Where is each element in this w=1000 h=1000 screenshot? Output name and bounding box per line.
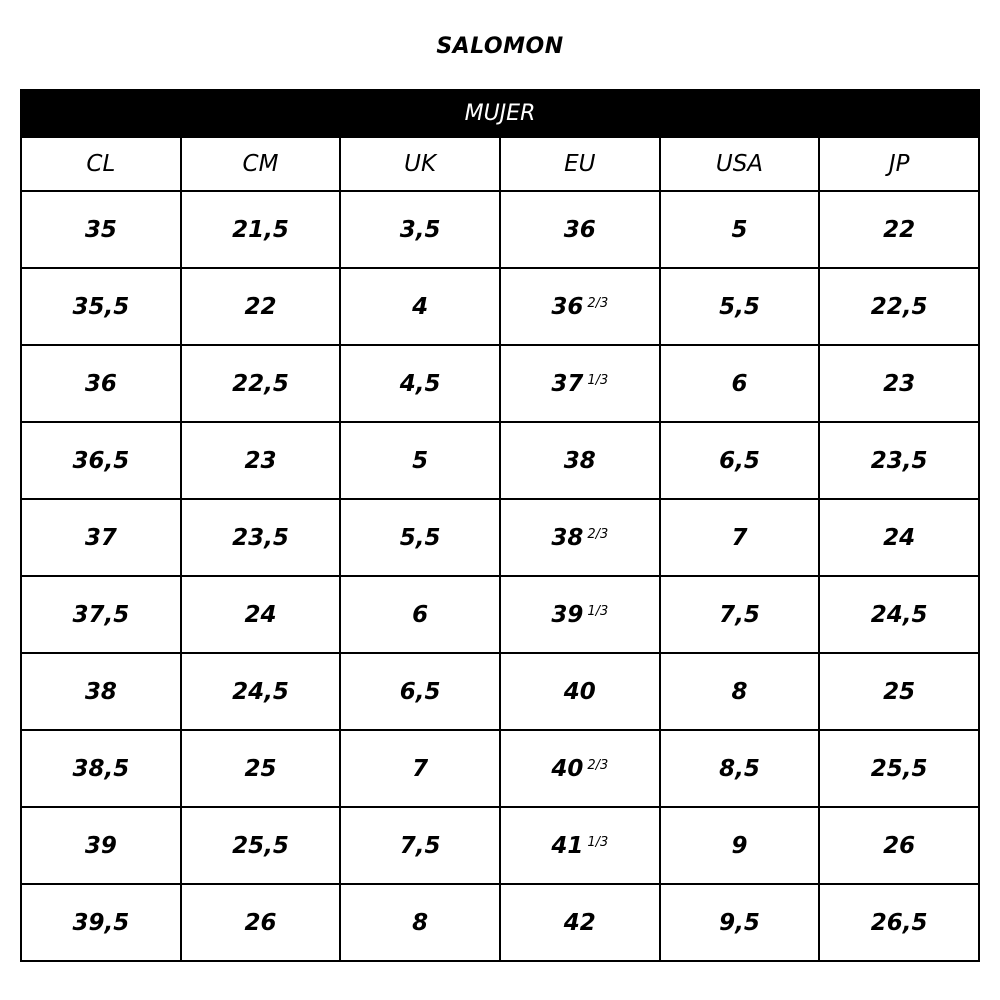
- cell-cl: [21, 499, 181, 576]
- cell-usa-value: 5: [731, 216, 748, 243]
- cell-cl-value: 37,5: [72, 601, 130, 628]
- cell-jp-value: 25,5: [870, 755, 928, 782]
- cell-jp: [819, 730, 979, 807]
- cell-jp-value: 25: [883, 678, 916, 705]
- cell-eu-value: 42: [563, 909, 596, 936]
- cell-usa: [660, 191, 820, 268]
- column-header-uk: UK: [340, 137, 500, 191]
- cell-jp-value: 26: [883, 832, 916, 859]
- cell-cl-value: 37: [84, 524, 117, 551]
- cell-jp: [819, 653, 979, 730]
- section-title: MUJER: [21, 90, 979, 137]
- cell-eu-value: 36: [563, 216, 596, 243]
- table-row: [21, 345, 979, 422]
- cell-eu-value: 38: [551, 524, 584, 551]
- cell-jp: [819, 268, 979, 345]
- column-header-cl: CL: [21, 137, 181, 191]
- cell-cl-value: 35,5: [72, 293, 130, 320]
- cell-uk: [340, 499, 500, 576]
- table-row: [21, 191, 979, 268]
- cell-usa-value: 6,5: [719, 447, 760, 474]
- table-row: [21, 422, 979, 499]
- cell-usa-value: 7: [731, 524, 748, 551]
- cell-cm-value: 23,5: [232, 524, 289, 551]
- cell-uk-value: 4: [412, 293, 429, 320]
- cell-cm: [181, 499, 341, 576]
- cell-eu-value: 40: [563, 678, 596, 705]
- cell-cm: [181, 422, 341, 499]
- cell-cl-value: 36: [84, 370, 117, 397]
- column-header-row: [21, 137, 979, 191]
- cell-usa: [660, 576, 820, 653]
- cell-cm-value: 22,5: [232, 370, 289, 397]
- cell-cl: [21, 884, 181, 961]
- cell-eu: [500, 422, 660, 499]
- cell-cl-value: 38: [84, 678, 117, 705]
- cell-cl: [21, 268, 181, 345]
- cell-cm: [181, 730, 341, 807]
- cell-cm: [181, 653, 341, 730]
- cell-jp-value: 23: [883, 370, 916, 397]
- cell-eu: [500, 730, 660, 807]
- cell-uk: [340, 730, 500, 807]
- cell-uk: [340, 576, 500, 653]
- cell-cm-value: 23: [244, 447, 277, 474]
- cell-jp-value: 24: [883, 524, 916, 551]
- cell-usa: [660, 807, 820, 884]
- cell-uk: [340, 653, 500, 730]
- cell-cl: [21, 730, 181, 807]
- cell-cm: [181, 191, 341, 268]
- cell-cm-value: 24: [244, 601, 277, 628]
- cell-eu-fraction: 1/3: [587, 372, 609, 388]
- cell-eu: [500, 576, 660, 653]
- cell-eu: [500, 499, 660, 576]
- cell-eu-fraction: 2/3: [587, 295, 609, 311]
- cell-cm-value: 25,5: [232, 832, 289, 859]
- cell-eu-fraction: 1/3: [587, 603, 609, 619]
- column-header-eu: EU: [500, 137, 660, 191]
- column-header-jp: JP: [819, 137, 979, 191]
- cell-usa: [660, 268, 820, 345]
- cell-uk-value: 7: [412, 755, 429, 782]
- cell-cm-value: 22: [244, 293, 277, 320]
- cell-cm: [181, 576, 341, 653]
- cell-jp-value: 23,5: [870, 447, 928, 474]
- cell-eu: [500, 345, 660, 422]
- cell-usa-value: 9: [731, 832, 748, 859]
- cell-uk-value: 4,5: [399, 370, 441, 397]
- cell-jp-value: 24,5: [870, 601, 928, 628]
- cell-jp-value: 22,5: [870, 293, 928, 320]
- cell-jp: [819, 345, 979, 422]
- cell-usa-value: 5,5: [719, 293, 760, 320]
- cell-uk-value: 7,5: [399, 832, 441, 859]
- cell-cl: [21, 345, 181, 422]
- cell-eu: [500, 884, 660, 961]
- table-row: [21, 499, 979, 576]
- cell-eu: [500, 653, 660, 730]
- cell-cm-value: 21,5: [232, 216, 289, 243]
- cell-cm: [181, 345, 341, 422]
- cell-eu-fraction: 2/3: [587, 757, 609, 773]
- cell-uk: [340, 268, 500, 345]
- table-row: [21, 884, 979, 961]
- cell-cl-value: 36,5: [72, 447, 130, 474]
- size-chart-table: [20, 89, 980, 962]
- cell-cl: [21, 576, 181, 653]
- cell-uk-value: 3,5: [399, 216, 441, 243]
- cell-eu-value: 41: [551, 832, 584, 859]
- cell-eu-value: 38: [563, 447, 596, 474]
- brand-logo: SALOMON: [436, 34, 564, 59]
- cell-jp-value: 22: [883, 216, 916, 243]
- cell-eu-value: 40: [551, 755, 584, 782]
- cell-usa-value: 6: [731, 370, 748, 397]
- cell-jp: [819, 884, 979, 961]
- cell-jp: [819, 422, 979, 499]
- section-header-row: [21, 90, 979, 137]
- cell-usa-value: 9,5: [719, 909, 760, 936]
- cell-uk: [340, 345, 500, 422]
- cell-usa-value: 7,5: [719, 601, 760, 628]
- cell-eu-value: 39: [551, 601, 584, 628]
- cell-uk-value: 6,5: [399, 678, 441, 705]
- cell-usa: [660, 499, 820, 576]
- cell-jp: [819, 576, 979, 653]
- cell-eu: [500, 191, 660, 268]
- cell-cl: [21, 422, 181, 499]
- cell-eu-fraction: 1/3: [587, 834, 609, 850]
- cell-uk-value: 5,5: [399, 524, 441, 551]
- cell-usa: [660, 653, 820, 730]
- cell-uk: [340, 422, 500, 499]
- cell-usa-value: 8: [731, 678, 748, 705]
- cell-cm-value: 25: [244, 755, 277, 782]
- cell-cl: [21, 191, 181, 268]
- cell-cl-value: 39,5: [72, 909, 130, 936]
- cell-cl-value: 38,5: [72, 755, 130, 782]
- cell-cm-value: 24,5: [232, 678, 289, 705]
- cell-usa-value: 8,5: [719, 755, 760, 782]
- cell-cm: [181, 268, 341, 345]
- cell-uk: [340, 807, 500, 884]
- cell-cm: [181, 884, 341, 961]
- cell-uk: [340, 884, 500, 961]
- cell-cl-value: 39: [84, 832, 117, 859]
- cell-uk-value: 8: [412, 909, 429, 936]
- cell-eu-value: 37: [551, 370, 584, 397]
- cell-jp: [819, 499, 979, 576]
- cell-cl: [21, 653, 181, 730]
- cell-usa: [660, 884, 820, 961]
- size-rows: [21, 191, 979, 961]
- cell-cm-value: 26: [244, 909, 277, 936]
- cell-uk: [340, 191, 500, 268]
- cell-eu-fraction: 2/3: [587, 526, 609, 542]
- cell-eu: [500, 268, 660, 345]
- cell-cl: [21, 807, 181, 884]
- cell-uk-value: 6: [412, 601, 429, 628]
- table-row: [21, 653, 979, 730]
- cell-jp: [819, 191, 979, 268]
- cell-eu-value: 36: [551, 293, 584, 320]
- table-row: [21, 730, 979, 807]
- cell-usa: [660, 345, 820, 422]
- cell-usa: [660, 422, 820, 499]
- column-header-usa: USA: [660, 137, 820, 191]
- cell-usa: [660, 730, 820, 807]
- table-row: [21, 576, 979, 653]
- cell-eu: [500, 807, 660, 884]
- cell-cm: [181, 807, 341, 884]
- cell-cl-value: 35: [84, 216, 117, 243]
- cell-jp: [819, 807, 979, 884]
- table-row: [21, 268, 979, 345]
- cell-jp-value: 26,5: [870, 909, 928, 936]
- column-header-cm: CM: [181, 137, 341, 191]
- table-row: [21, 807, 979, 884]
- cell-uk-value: 5: [412, 447, 429, 474]
